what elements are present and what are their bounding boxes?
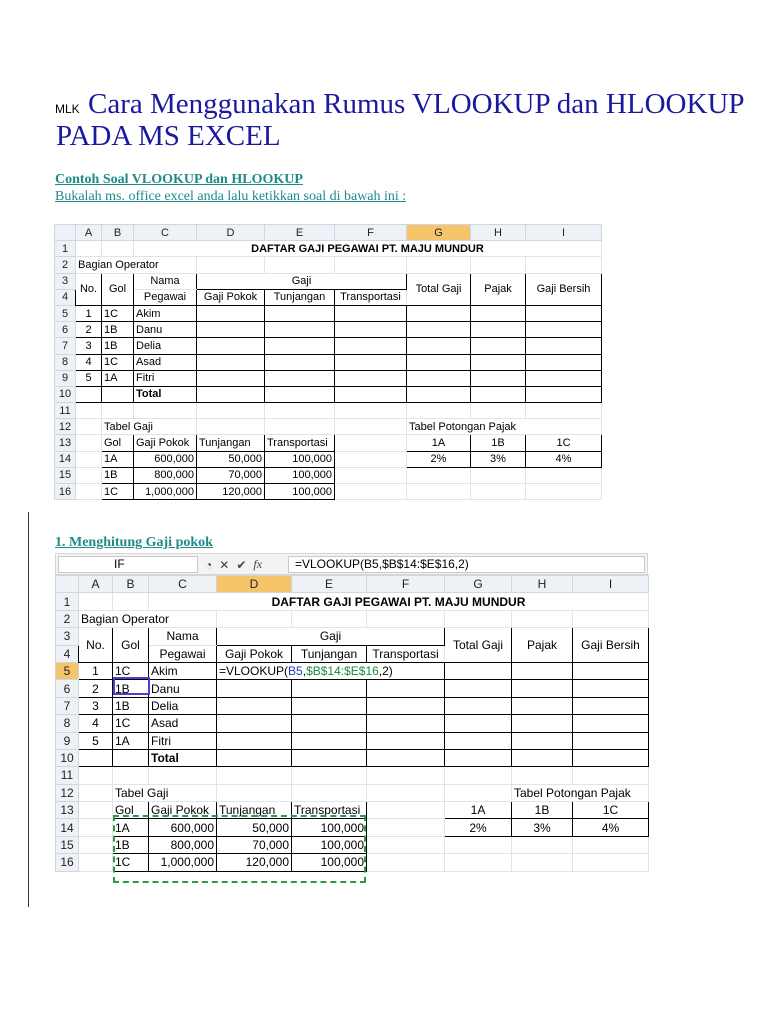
row-header[interactable]: 13	[55, 435, 76, 451]
col-header-f[interactable]: F	[367, 576, 445, 593]
formula-ref2: $B$14:$E$16	[382, 557, 455, 571]
cancel-icon[interactable]: ✕	[219, 557, 230, 572]
fx-icon[interactable]: fx	[253, 557, 263, 571]
gaji-table-head-tunjangan: Tunjangan	[197, 435, 265, 451]
gaji-table-trans[interactable]: 100,000	[265, 467, 335, 483]
row-header[interactable]: 15	[55, 467, 76, 483]
formula-buttons	[201, 556, 289, 573]
cell-nama[interactable]: Fitri	[134, 370, 197, 386]
header-nama: Nama	[134, 273, 197, 289]
cell-no[interactable]: 2	[76, 322, 102, 338]
tabel-gaji-label: Tabel Gaji	[113, 784, 217, 801]
gaji-table-pokok[interactable]: 1,000,000	[134, 484, 197, 500]
row-header[interactable]: 4	[55, 289, 76, 305]
header-gaji: Gaji	[197, 273, 407, 289]
gaji-table-head-pokok: Gaji Pokok	[134, 435, 197, 451]
cell-nama[interactable]: Delia	[149, 697, 217, 714]
intro-link[interactable]: Bukalah ms. office excel anda lalu ketikkan soal di bawah ini :	[55, 189, 407, 204]
cell-gol[interactable]: 1B	[113, 697, 149, 714]
pajak-head: 1C	[573, 802, 649, 819]
cell-gol[interactable]: 1C	[113, 715, 149, 732]
gaji-table-gol[interactable]: 1C	[102, 484, 134, 500]
col-header-d[interactable]: D	[217, 576, 292, 593]
cell-no[interactable]: 5	[79, 732, 113, 749]
row-header[interactable]: 1	[56, 593, 79, 610]
row-header[interactable]: 7	[55, 338, 76, 354]
gaji-table-gol[interactable]: 1B	[113, 836, 149, 853]
cell-nama[interactable]: Delia	[134, 338, 197, 354]
gaji-table-tunj[interactable]: 70,000	[217, 836, 292, 853]
row-header[interactable]: 6	[56, 680, 79, 697]
formula-prefix: =VLOOKUP(	[295, 557, 365, 571]
bagian-label: Bagian Operator	[79, 610, 217, 627]
gaji-table-head-transportasi: Transportasi	[292, 802, 367, 819]
reference-highlight-range	[113, 815, 366, 883]
header-gaji-bersih: Gaji Bersih	[526, 273, 602, 305]
col-header-b[interactable]: B	[113, 576, 149, 593]
col-header-c[interactable]: C	[149, 576, 217, 593]
sheet-title: DAFTAR GAJI PEGAWAI PT. MAJU MUNDUR	[134, 241, 602, 257]
row-header[interactable]: 11	[55, 403, 76, 419]
cell-nama[interactable]: Fitri	[149, 732, 217, 749]
row-header[interactable]: 9	[56, 732, 79, 749]
cell-gol[interactable]: 1B	[102, 338, 134, 354]
cell-gol[interactable]: 1C	[102, 354, 134, 370]
cell-nama[interactable]: Danu	[134, 322, 197, 338]
row-header[interactable]: 12	[56, 784, 79, 801]
gaji-table-head-gol: Gol	[102, 435, 134, 451]
corner-cell[interactable]	[55, 225, 76, 241]
row-header[interactable]: 10	[55, 386, 76, 402]
reference-highlight-b5	[113, 677, 150, 695]
cell-formula-suffix: ,2)	[378, 664, 393, 679]
row-header[interactable]: 2	[56, 610, 79, 627]
col-header-h[interactable]: H	[471, 225, 526, 241]
pajak-val[interactable]: 4%	[573, 819, 649, 836]
gaji-table-pokok[interactable]: 800,000	[134, 467, 197, 483]
row-header[interactable]: 11	[56, 767, 79, 784]
col-header-e[interactable]: E	[292, 576, 367, 593]
gaji-table-pokok[interactable]: 600,000	[149, 819, 217, 836]
cell-formula-ref1: B5	[288, 664, 303, 679]
pajak-head: 1A	[407, 435, 471, 451]
pajak-head: 1A	[445, 802, 512, 819]
col-header-c[interactable]: C	[134, 225, 197, 241]
gaji-table-gol[interactable]: 1C	[113, 854, 149, 871]
gaji-table-pokok[interactable]: 800,000	[149, 836, 217, 853]
row-header[interactable]: 2	[55, 257, 76, 273]
header-total-gaji: Total Gaji	[445, 628, 512, 663]
header-nama: Nama	[149, 628, 217, 645]
gaji-table-trans[interactable]: 100,000	[265, 451, 335, 467]
gaji-table-tunj[interactable]: 50,000	[197, 451, 265, 467]
formula-input[interactable]	[288, 556, 645, 573]
formula-suffix: ,2)	[454, 557, 469, 571]
gaji-table-gol[interactable]: 1A	[113, 819, 149, 836]
cell-no[interactable]: 1	[76, 305, 102, 321]
total-label: Total	[134, 386, 197, 402]
header-pajak: Pajak	[471, 273, 526, 305]
pajak-head: 1C	[526, 435, 602, 451]
name-box[interactable]: IF	[58, 556, 198, 573]
cell-gol[interactable]: 1B	[113, 680, 149, 697]
pajak-val[interactable]: 2%	[407, 451, 471, 467]
row-header[interactable]: 15	[56, 836, 79, 853]
cell-no[interactable]: 2	[79, 680, 113, 697]
row-header[interactable]: 5	[56, 662, 79, 679]
gaji-table-head-pokok: Gaji Pokok	[149, 802, 217, 819]
row-header[interactable]: 3	[56, 628, 79, 645]
gaji-table-pokok[interactable]: 1,000,000	[149, 854, 217, 871]
row-header[interactable]: 16	[55, 484, 76, 500]
row-header[interactable]: 7	[56, 697, 79, 714]
formula-sep: ,	[378, 557, 383, 571]
cell-no[interactable]: 4	[76, 354, 102, 370]
header-no: No.	[76, 273, 102, 305]
row-header[interactable]: 8	[55, 354, 76, 370]
gaji-table-head-gol: Gol	[113, 802, 149, 819]
subheading-link[interactable]: Contoh Soal VLOOKUP dan HLOOKUP	[55, 172, 303, 187]
margin-line	[28, 512, 29, 907]
row-header[interactable]: 8	[56, 715, 79, 732]
header-gol: Gol	[102, 273, 134, 305]
step-1-heading[interactable]: 1. Menghitung Gaji pokok	[55, 535, 213, 550]
cell-formula-ref2: $B$14:$E$16	[306, 664, 379, 679]
cell-nama[interactable]: Akim	[149, 662, 217, 679]
cell-formula-prefix: =VLOOKUP(	[219, 664, 289, 679]
row-header[interactable]: 5	[55, 305, 76, 321]
col-header-g[interactable]: G	[445, 576, 512, 593]
cell-gol[interactable]: 1C	[102, 305, 134, 321]
header-gol: Gol	[113, 628, 149, 663]
gaji-table-head-transportasi: Transportasi	[265, 435, 335, 451]
header-pajak: Pajak	[512, 628, 573, 663]
gaji-table-trans[interactable]: 100,000	[292, 836, 367, 853]
bagian-label: Bagian Operator	[76, 257, 197, 273]
col-header-i[interactable]: I	[573, 576, 649, 593]
col-header-e[interactable]: E	[265, 225, 335, 241]
row-header[interactable]: 1	[55, 241, 76, 257]
dropdown-icon[interactable]: ◔	[205, 557, 213, 572]
col-header-h[interactable]: H	[512, 576, 573, 593]
active-cell-d5[interactable]	[217, 662, 445, 679]
row-header[interactable]: 14	[55, 451, 76, 467]
mlk-label: MLK	[55, 102, 80, 116]
formula-bar	[55, 553, 648, 575]
header-transportasi: Transportasi	[335, 289, 407, 305]
gaji-table-tunj[interactable]: 70,000	[197, 467, 265, 483]
tabel-pajak-label: Tabel Potongan Pajak	[512, 784, 649, 801]
header-gaji-pokok: Gaji Pokok	[197, 289, 265, 305]
enter-icon[interactable]: ✔	[236, 557, 247, 572]
row-header[interactable]: 14	[56, 819, 79, 836]
header-gaji-bersih: Gaji Bersih	[573, 628, 649, 663]
header-gaji-pokok: Gaji Pokok	[217, 645, 292, 662]
cell-formula-sep: ,	[302, 664, 307, 679]
cell-no[interactable]: 5	[76, 370, 102, 386]
cell-nama[interactable]: Akim	[134, 305, 197, 321]
row-header[interactable]: 9	[55, 370, 76, 386]
pajak-val[interactable]: 3%	[512, 819, 573, 836]
gaji-table-gol[interactable]: 1B	[102, 467, 134, 483]
header-gaji: Gaji	[217, 628, 445, 645]
gaji-table-tunj[interactable]: 120,000	[197, 484, 265, 500]
cell-nama[interactable]: Asad	[149, 715, 217, 732]
pajak-val[interactable]: 3%	[471, 451, 526, 467]
pajak-val[interactable]: 4%	[526, 451, 602, 467]
pajak-val[interactable]: 2%	[445, 819, 512, 836]
gaji-table-head-tunjangan: Tunjangan	[217, 802, 292, 819]
header-tunjangan: Tunjangan	[292, 645, 367, 662]
header-pegawai: Pegawai	[134, 289, 197, 305]
header-total-gaji: Total Gaji	[407, 273, 471, 305]
row-header[interactable]: 4	[56, 645, 79, 662]
header-transportasi: Transportasi	[367, 645, 445, 662]
spreadsheet-screenshot-1	[54, 224, 602, 500]
row-header[interactable]: 13	[56, 802, 79, 819]
row-header[interactable]: 16	[56, 854, 79, 871]
pajak-head: 1B	[471, 435, 526, 451]
page-title: Cara Menggunakan Rumus VLOOKUP dan HLOOKUP PADA MS EXCEL	[56, 88, 744, 152]
cell-no[interactable]: 1	[79, 662, 113, 679]
col-header-g[interactable]: G	[407, 225, 471, 241]
gaji-table-gol[interactable]: 1A	[102, 451, 134, 467]
col-header-i[interactable]: I	[526, 225, 602, 241]
cell-gol[interactable]: 1C	[113, 662, 149, 679]
row-header[interactable]: 6	[55, 322, 76, 338]
header-no: No.	[79, 628, 113, 663]
gaji-table-trans[interactable]: 100,000	[265, 484, 335, 500]
cell-no[interactable]: 3	[76, 338, 102, 354]
row-header[interactable]: 3	[55, 273, 76, 289]
col-header-d[interactable]: D	[197, 225, 265, 241]
cell-gol[interactable]: 1B	[102, 322, 134, 338]
col-header-a[interactable]: A	[76, 225, 102, 241]
tabel-pajak-label: Tabel Potongan Pajak	[407, 419, 602, 435]
row-header[interactable]: 12	[55, 419, 76, 435]
col-header-f[interactable]: F	[335, 225, 407, 241]
col-header-a[interactable]: A	[79, 576, 113, 593]
gaji-table-tunj[interactable]: 50,000	[217, 819, 292, 836]
cell-nama[interactable]: Asad	[134, 354, 197, 370]
header-tunjangan: Tunjangan	[265, 289, 335, 305]
sheet-title: DAFTAR GAJI PEGAWAI PT. MAJU MUNDUR	[149, 593, 649, 610]
row-header[interactable]: 10	[56, 749, 79, 766]
gaji-table-pokok[interactable]: 600,000	[134, 451, 197, 467]
formula-ref1: B5	[364, 557, 379, 571]
cell-gol[interactable]: 1A	[113, 732, 149, 749]
cell-no[interactable]: 3	[79, 697, 113, 714]
cell-gol[interactable]: 1A	[102, 370, 134, 386]
total-label: Total	[149, 749, 217, 766]
cell-no[interactable]: 4	[79, 715, 113, 732]
cell-nama[interactable]: Danu	[149, 680, 217, 697]
header-pegawai: Pegawai	[149, 645, 217, 662]
col-header-b[interactable]: B	[102, 225, 134, 241]
gaji-table-trans[interactable]: 100,000	[292, 854, 367, 871]
corner-cell[interactable]	[56, 576, 79, 593]
tabel-gaji-label: Tabel Gaji	[102, 419, 197, 435]
gaji-table-trans[interactable]: 100,000	[292, 819, 367, 836]
pajak-head: 1B	[512, 802, 573, 819]
gaji-table-tunj[interactable]: 120,000	[217, 854, 292, 871]
